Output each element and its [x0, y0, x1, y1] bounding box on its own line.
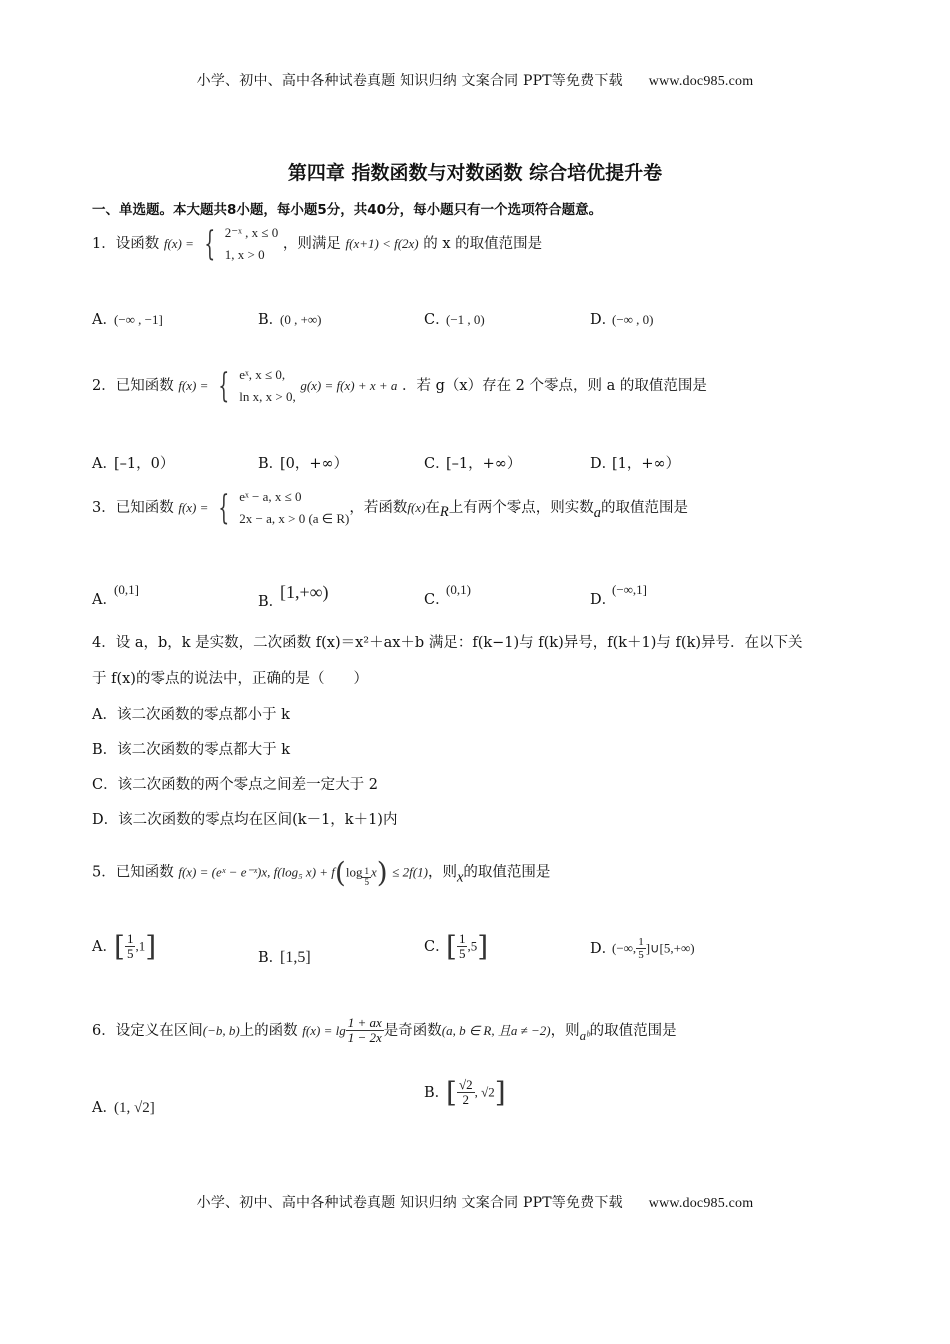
q5-log: log: [345, 864, 363, 880]
q5-c-bracket-open: [: [446, 930, 457, 963]
q4-option-c[interactable]: C．该二次函数的两个零点之间差一定大于 2: [92, 777, 378, 793]
page-footer: [0, 1192, 950, 1212]
q5-a-n: 1: [126, 930, 134, 946]
q6-b-bracket-open: [: [446, 1076, 457, 1109]
q5-log-base: [362, 867, 371, 888]
q3-option-c-value: (0,1): [446, 582, 471, 597]
q2-option-d-value: [1，+∞）: [612, 456, 681, 472]
q3-brace: {: [218, 488, 230, 528]
q2-option-a-label: A．: [92, 456, 117, 472]
q6-mid: 上的函数: [239, 1022, 298, 1039]
q6-stem: 6．设定义在区间: [92, 1022, 203, 1039]
q5-log-base-n: 1: [364, 865, 369, 876]
q5-d-post: ]∪[5,+∞): [645, 940, 695, 956]
q4-option-b[interactable]: B．该二次函数的零点都大于 k: [92, 742, 291, 758]
q5-option-a-label: A．: [92, 938, 117, 955]
q1-tail: 的 x 的取值范围是: [423, 236, 543, 252]
q5-f: f(x) = (eˣ − e⁻ˣ)x, f(log₅ x) + f: [178, 864, 335, 880]
q5-c-bracket-close: ]: [477, 930, 489, 963]
q2-option-b-value: [0，+∞）: [280, 456, 349, 472]
q6-option-b-label: B．: [424, 1084, 450, 1101]
q5-a-frac: [125, 932, 136, 962]
q4-option-a[interactable]: A．该二次函数的零点都小于 k: [92, 707, 290, 723]
q1-option-a-label: A．: [92, 312, 117, 328]
q2-f: f(x) =: [178, 378, 209, 393]
header-site: www.doc985.com: [648, 74, 754, 89]
q1-cases: [199, 222, 279, 266]
q6-option-a[interactable]: [92, 1096, 155, 1117]
q1-option-c-value: (−1 , 0): [446, 312, 485, 327]
q5-c-d: 5: [458, 946, 466, 961]
q2-tail: ．若 g（x）存在 2 个零点，则 a 的取值范围是: [402, 378, 707, 394]
q5-log-x: x: [370, 864, 377, 880]
q1-case-list: [225, 222, 279, 266]
q3-option-c[interactable]: [424, 582, 471, 609]
q5-option-d[interactable]: [590, 936, 695, 961]
q3-option-d-value: (−∞,1]: [612, 582, 648, 597]
q5-option-c-label: C．: [424, 938, 450, 955]
q5-rhs: ≤ 2f(1): [392, 864, 428, 880]
q3-stem: 3．已知函数: [92, 500, 174, 516]
q5-tail-2: 的取值范围是: [463, 864, 551, 881]
q3-case-2: 2x − a, x > 0 (a ∈ R): [239, 511, 350, 526]
q2-option-b-label: B．: [258, 456, 284, 472]
q6-option-b[interactable]: [424, 1076, 506, 1109]
q1-option-b-label: B．: [258, 312, 284, 328]
q1-stem: 1．设函数: [92, 236, 160, 252]
question-4-line-1: 4．设 a，b，k 是实数，二次函数 f(x)＝x²＋ax＋b 满足：f(k−1)与 f(k)异号，f(k＋1)与 f(k)异号．在以下关: [92, 635, 803, 651]
q5-option-b-value: [1,5]: [280, 949, 311, 966]
question-2: [92, 364, 707, 408]
page-title: 第四章 指数函数与对数函数 综合培优提升卷: [287, 162, 663, 184]
q6-f: f(x) = lg: [302, 1022, 346, 1038]
question-3: [92, 486, 688, 530]
q5-stem: 5．已知函数: [92, 864, 174, 881]
q2-case-2: ln x, x > 0,: [239, 389, 296, 404]
q1-condition: f(x+1) < f(2x): [345, 236, 419, 251]
q5-d-frac: [636, 936, 646, 961]
q5-tail-1: ，则: [427, 864, 457, 881]
q1-option-c[interactable]: [424, 308, 485, 329]
q2-option-c-label: C．: [424, 456, 450, 472]
q6-b-n: √2: [458, 1076, 473, 1092]
q2-cases: [213, 364, 296, 408]
q2-option-c[interactable]: [424, 452, 521, 473]
q5-paren-open: (: [334, 856, 346, 889]
question-6: [92, 1016, 677, 1046]
footer-site: www.doc985.com: [648, 1196, 754, 1211]
q3-option-a-value: (0,1]: [114, 582, 139, 597]
q1-option-b-value: (0 , +∞): [280, 312, 322, 327]
q6-option-a-label: A．: [92, 1100, 117, 1116]
q6-tail-3: 的取值范围是: [589, 1022, 677, 1039]
question-1: [92, 222, 542, 266]
q6-frac: [346, 1016, 384, 1046]
q2-brace: {: [218, 366, 230, 406]
section-heading: 一、单选题。本大题共8小题，每小题5分，共40分，每小题只有一个选项符合题意。: [92, 202, 603, 218]
q2-case-1: eˣ, x ≤ 0,: [239, 367, 286, 382]
q3-option-a[interactable]: [92, 582, 139, 609]
q1-option-d-label: D．: [590, 312, 617, 328]
q1-option-d-value: (−∞ , 0): [612, 312, 654, 327]
q3-option-b-value: [1,+∞): [280, 582, 329, 602]
q3-f2: f(x): [407, 500, 426, 515]
q3-tail-4: 的取值范围是: [601, 500, 689, 516]
q6-b-rest: , √2: [474, 1084, 495, 1100]
q3-tail-3: 上有两个零点，则实数: [448, 500, 594, 516]
q3-option-b-label: B．: [258, 594, 284, 610]
q3-option-a-label: A．: [92, 592, 117, 608]
q2-option-d[interactable]: [590, 452, 680, 473]
q2-g: g(x) = f(x) + x + a: [300, 378, 398, 393]
q6-interval: (−b, b): [202, 1022, 240, 1038]
q1-option-c-label: C．: [424, 312, 450, 328]
q5-c-rest: ,5: [467, 938, 478, 954]
q3-option-d[interactable]: [590, 582, 647, 609]
q1-case-2: 1, x > 0: [224, 247, 265, 262]
q2-option-a-value: [–1，0）: [114, 456, 175, 472]
q5-c-frac: [457, 932, 468, 962]
q6-b-d: 2: [462, 1092, 469, 1107]
q5-a-bracket-close: ]: [145, 930, 157, 963]
footer-text: 小学、初中、高中各种试卷真题 知识归纳 文案合同 PPT等免费下载: [196, 1195, 623, 1211]
q1-f: f(x) =: [163, 236, 194, 251]
q3-R: R: [439, 504, 449, 520]
question-5: [92, 856, 550, 889]
q5-a-d: 5: [126, 946, 134, 961]
q5-x: x: [456, 869, 464, 886]
q5-c-n: 1: [458, 930, 466, 946]
header-text: 小学、初中、高中各种试卷真题 知识归纳 文案合同 PPT等免费下载: [196, 73, 623, 89]
q6-frac-n: 1 + ax: [347, 1015, 382, 1030]
q1-mid: ，则满足: [282, 236, 341, 252]
q2-case-list: [239, 364, 295, 408]
q3-a: a: [593, 505, 602, 521]
q1-option-a[interactable]: [92, 308, 163, 329]
q5-option-c[interactable]: [424, 930, 488, 963]
q3-option-d-label: D．: [590, 592, 617, 608]
q2-option-d-label: D．: [590, 456, 617, 472]
q5-d-d: 5: [638, 949, 644, 962]
page-header: [0, 70, 950, 90]
q3-f: f(x) =: [178, 500, 209, 515]
q2-stem: 2．已知函数: [92, 378, 174, 394]
q3-tail-2: 在: [425, 500, 440, 516]
q1-option-b[interactable]: [258, 308, 322, 329]
q2-option-c-value: [–1，+∞）: [446, 456, 522, 472]
q5-option-b-label: B．: [258, 950, 284, 966]
q4-option-d[interactable]: D．该二次函数的零点均在区间(k－1，k＋1)内: [92, 812, 398, 828]
q3-case-1: eˣ − a, x ≤ 0: [239, 489, 302, 504]
question-4-line-2: 于 f(x)的零点的说法中，正确的是（ ）: [92, 671, 368, 687]
q6-tail-1: 是奇函数: [383, 1022, 442, 1039]
q1-option-a-value: (−∞ , −1]: [114, 312, 163, 327]
q5-option-b[interactable]: [258, 946, 311, 967]
q5-option-d-label: D．: [590, 940, 617, 957]
q6-ab: aᵇ: [579, 1027, 590, 1043]
q3-case-list: [239, 486, 349, 530]
q5-log-base-d: 5: [364, 876, 369, 887]
q3-option-c-label: C．: [424, 592, 450, 608]
q6-b-bracket-close: ]: [494, 1076, 506, 1109]
q2-option-a[interactable]: [92, 452, 174, 473]
q6-b-frac: [457, 1078, 475, 1108]
q5-a-rest: ,1: [135, 938, 146, 954]
q6-condition: (a, b ∈ R, 且a ≠ −2): [441, 1022, 551, 1038]
q1-option-d[interactable]: [590, 308, 654, 329]
q1-brace: {: [203, 224, 215, 264]
q1-case-1: 2⁻ˣ , x ≤ 0: [224, 225, 279, 240]
q5-option-a[interactable]: [92, 930, 156, 963]
q3-cases: [213, 486, 349, 530]
q5-paren-close: ): [376, 856, 388, 889]
q5-d-n: 1: [638, 936, 644, 948]
q6-frac-d: 1 − 2x: [347, 1030, 382, 1046]
q5-d-pre: (−∞,: [612, 940, 637, 956]
q2-option-b[interactable]: [258, 452, 348, 473]
q3-tail-1: ，若函数: [349, 500, 408, 516]
q5-a-bracket-open: [: [114, 930, 125, 963]
q6-tail-2: ，则: [550, 1022, 580, 1039]
q6-option-a-value: (1, √2]: [114, 1100, 155, 1116]
q3-option-b[interactable]: [258, 582, 328, 611]
